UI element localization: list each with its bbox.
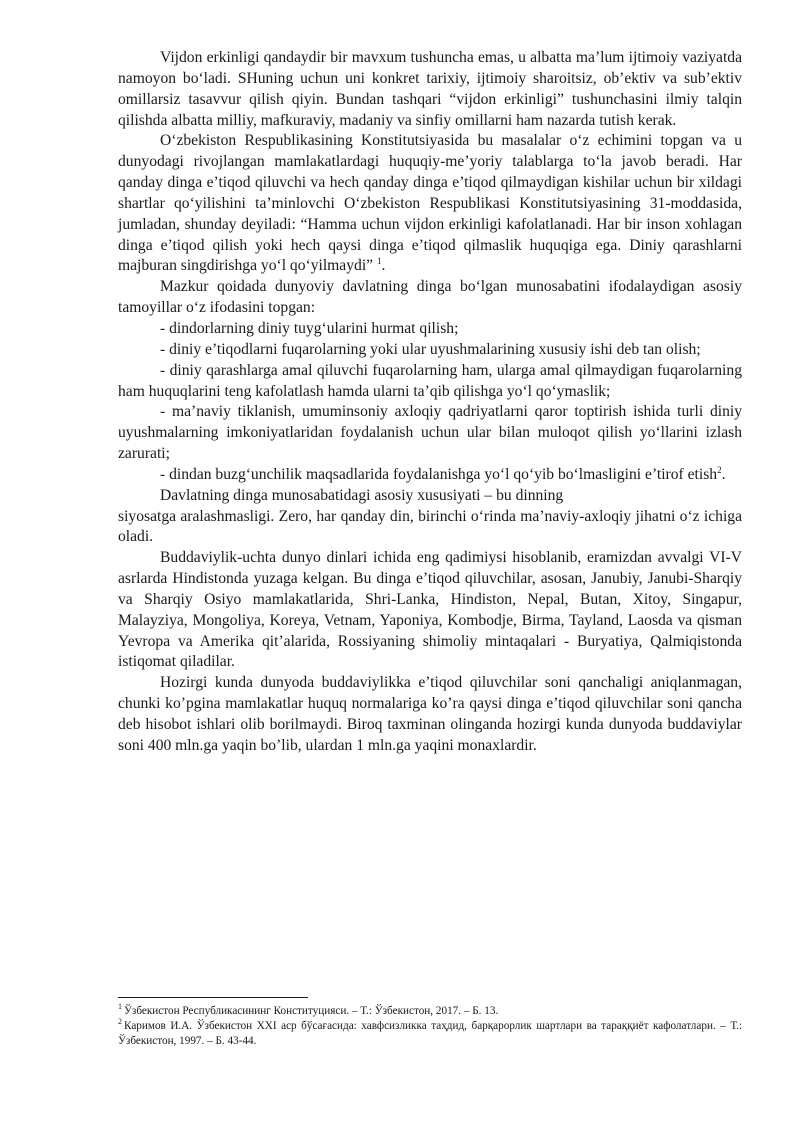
paragraph-text: Davlatning dinga munosabatidagi asosiy xususiyati – bu dinning: [160, 486, 564, 504]
list-item-text: - ma’naviy tiklanish, umuminsoniy axloqiy qadriyatlarni qaror toptirish ishida turli diniy uyushmalarning imkoniyatlaridan foydalanish uchun ular bilan muloqot qilish yo‘llarini izlash zarurati;: [118, 403, 742, 463]
footnote-1: [118, 1004, 742, 1019]
list-item-text: - dindorlarning diniy tuyg‘ularini hurmat qilish;: [160, 319, 459, 337]
paragraph-tail: .: [721, 465, 726, 483]
paragraph-tail: .: [381, 257, 386, 275]
paragraph-text: Hozirgi kunda dunyoda buddaviylikka e’tiqod qiluvchilar soni qanchaligi aniqlanmagan, chunki ko’pgina mamlakatlar huquq normalariga ko’ra qaysi dinga e’tiqod qiluvchilar soni qancha deb hisobot ishlari olib borilmaydi. Biroq taxminan olinganda hozirgi kunda dunyoda buddaviylar soni 400 mln.ga yaqin bo’lib, ulardan 1 mln.ga yaqini monaxlardir.: [118, 674, 742, 754]
paragraph-state-religion: [118, 486, 742, 507]
paragraph-text: Mazkur qoidada dunyoviy davlatning dinga bo‘lgan munosabatini ifodalaydigan asosiy tamoyillar o‘z ifodasini topgan:: [118, 278, 742, 317]
list-item-principle-2: [118, 340, 742, 361]
list-item-principle-1: [118, 319, 742, 340]
footnote-text: Каримов И.А. Ўзбекистон XXI аср бўсағасида: хавфсизликка таҳдид, барқарорлик шартлари ва тараққиёт кафолатлари. – Т.: Ўзбекистон, 1997. – Б. 43-44.: [118, 1020, 742, 1047]
paragraph-text: Vijdon erkinligi qandaydir bir mavxum tushuncha emas, u albatta ma’lum ijtimoiy vaziyatda namoyon bo‘ladi. SHuning uchun uni konkret tarixiy, ijtimoiy sharoitsiz, ob’ektiv va sub’ektiv omillarsiz tasavvur qilish qiyin. Bundan tashqari “vijdon erkinligi” tushunchasini ilmiy talqin qilishda albatta milliy, mafkuraviy, madaniy va sinfiy omillarni ham nazarda tutish kerak.: [118, 49, 742, 129]
footnote-ref-2[interactable]: 2: [717, 464, 722, 475]
footnote-ref-1[interactable]: 1: [377, 256, 382, 267]
paragraph-constitution: [118, 131, 742, 277]
paragraph-buddhism-origin: [118, 548, 742, 673]
list-item-text: - diniy e’tiqodlarni fuqarolarning yoki ular uyushmalarining xususiy ishi deb tan olish;: [160, 340, 701, 358]
paragraph-buddhism-followers: [118, 673, 742, 756]
footnote-number: 1: [118, 1002, 122, 1012]
footnotes-section: [118, 997, 742, 1049]
paragraph-freedom-of-conscience: [118, 48, 742, 131]
paragraph-text: Buddaviylik-uchta dunyo dinlari ichida eng qadimiysi hisoblanib, eramizdan avvalgi VI-V asrlarda Hindistonda yuzaga kelgan. Bu dinga e’tiqod qiluvchilar, asosan, Janubiy, Janubi-Sharqiy va Sharqiy Osiyo mamlakatlarida, Shri-Lanka, Hindiston, Nepal, Butan, Xitoy, Singapur, Malayziya, Mongoliya, Koreya, Vetnam, Yaponiya, Kombodje, Birma, Tayland, Laosda va qisman Yevropa va Amerika qit’alarida, Rossiyaning shimoliy mintaqalari - Buryatiya, Qalmiqistonda istiqomat qiladilar.: [118, 549, 742, 671]
paragraph-state-religion-continued: [118, 507, 742, 549]
footnote-text: Ўзбекистон Республикасининг Конституцияси. – Т.: Ўзбекистон, 2017. – Б. 13.: [124, 1005, 499, 1017]
list-item-principle-3: [118, 361, 742, 403]
list-item-text: - dindan buzg‘unchilik maqsadlarida foydalanishga yo‘l qo‘yib bo‘lmasligini e’tirof etish: [160, 465, 718, 483]
list-item-text: - diniy qarashlarga amal qiluvchi fuqarolarning ham, ularga amal qilmaydigan fuqarolarning ham huquqlarini teng kafolatlash hamda ularni ta’qib qilishga yo‘l qo‘ymaslik;: [118, 361, 742, 400]
paragraph-principles-intro: [118, 277, 742, 319]
footnote-separator: [118, 997, 308, 998]
footnote-2: [118, 1019, 742, 1049]
document-body: [118, 48, 742, 757]
paragraph-text: O‘zbekiston Respublikasining Konstitutsiyasida bu masalalar o‘z echimini topgan va u dunyodagi rivojlangan mamlakatlardagi huquqiy-me’yoriy talablarga to‘la javob beradi. Har qanday dinga e’tiqod qiluvchi va hech qanday dinga e’tiqod qilmaydigan kishilar uchun bir xildagi shartlar qo‘yilishini ta’minlovchi O‘zbekiston Respublikasi Konstitutsiyasining 31-moddasida, jumladan, shunday deyiladi: “Hamma uchun vijdon erkinligi kafolatlanadi. Har bir inson xohlagan dinga e’tiqod qilish yoki hech qaysi dinga e’tiqod qilmaslik huquqiga ega. Diniy qarashlarni majburan singdirishga yo‘l qo‘yilmaydi”: [118, 132, 742, 275]
list-item-principle-5: [118, 465, 742, 486]
list-item-principle-4: [118, 402, 742, 465]
footnote-number: 2: [118, 1017, 122, 1027]
paragraph-text: siyosatga aralashmasligi. Zero, har qanday din, birinchi o‘rinda ma’naviy-axloqiy jihatni o‘z ichiga oladi.: [118, 507, 742, 546]
